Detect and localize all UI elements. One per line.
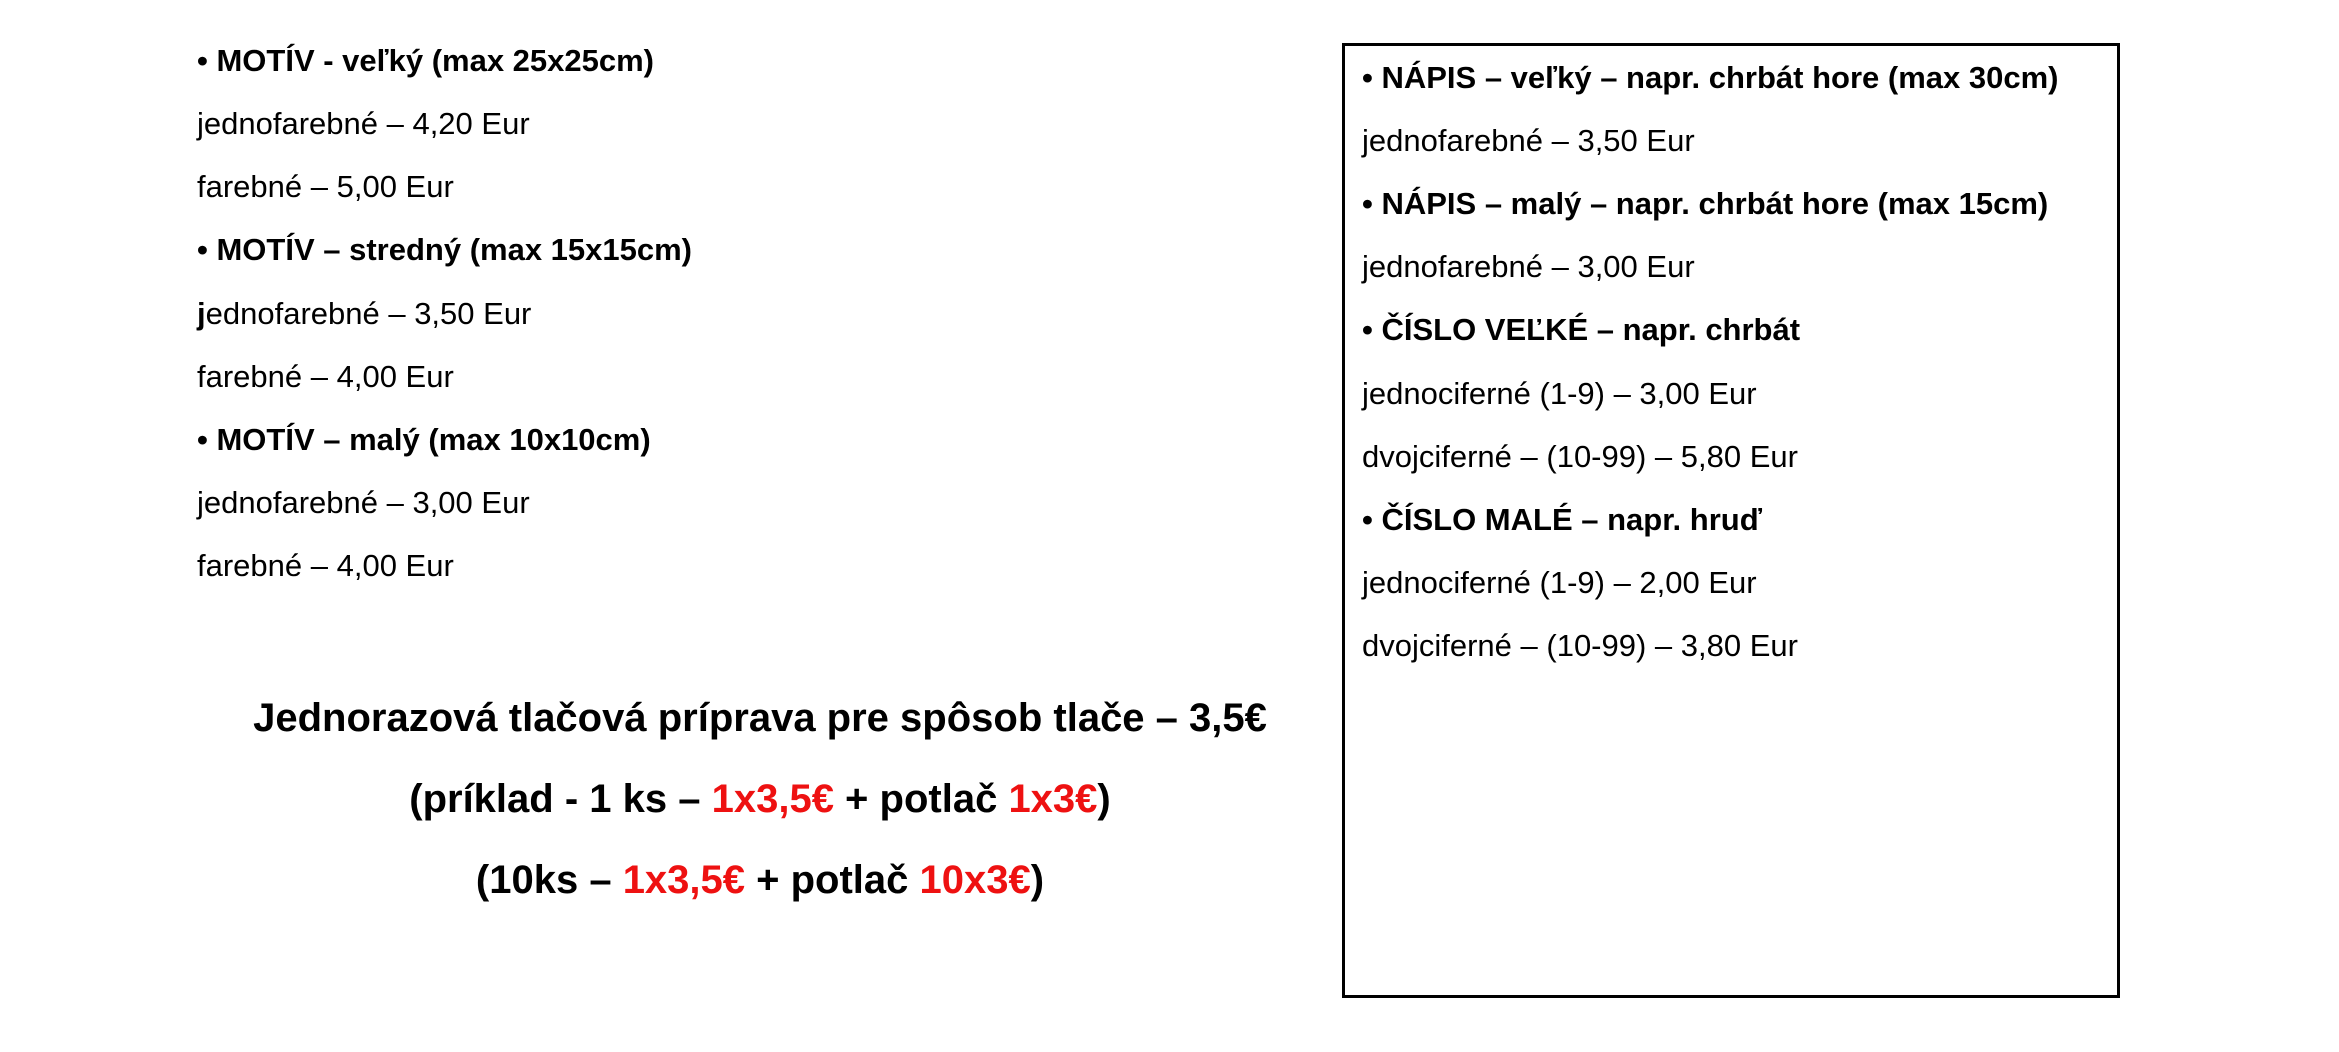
example-one-piece <box>160 773 1360 825</box>
example-one-print-cost: 1x3€ <box>1008 777 1098 821</box>
setup-fee-heading: Jednorazová tlačová príprava pre spôsob tlače – 3,5€ <box>253 696 1267 740</box>
motiv-small-title: • MOTÍV – malý (max 10x10cm) <box>197 422 651 457</box>
motiv-medium-single-color-price <box>197 294 531 334</box>
example-one-prefix: (príklad - 1 ks – <box>409 777 712 821</box>
napis-small-title: • NÁPIS – malý – napr. chrbát hore (max 15cm) <box>1362 186 2049 221</box>
cislo-large-two-digit-price: dvojciferné – (10-99) – 5,80 Eur <box>1362 439 1798 474</box>
motiv-large-title: • MOTÍV - veľký (max 25x25cm) <box>197 43 655 78</box>
example-ten-middle: + potlač <box>745 858 920 902</box>
napis-small-single-color-price: jednofarebné – 3,00 Eur <box>1362 249 1695 284</box>
example-ten-suffix: ) <box>1030 858 1045 902</box>
napis-large-single-color-price: jednofarebné – 3,50 Eur <box>1362 123 1695 158</box>
example-ten-pieces <box>160 854 1360 906</box>
cislo-large-one-digit-price: jednociferné (1-9) – 3,00 Eur <box>1362 376 1757 411</box>
motiv-large-single-color-price: jednofarebné – 4,20 Eur <box>197 106 530 141</box>
example-one-setup-cost: 1x3,5€ <box>711 777 834 821</box>
motiv-small-multi-color-price: farebné – 4,00 Eur <box>197 548 454 583</box>
cislo-small-one-digit-price: jednociferné (1-9) – 2,00 Eur <box>1362 565 1757 600</box>
cislo-small-title: • ČÍSLO MALÉ – napr. hruď <box>1362 502 1763 537</box>
example-ten-prefix: (10ks – <box>475 858 623 902</box>
motiv-medium-title: • MOTÍV – stredný (max 15x15cm) <box>197 232 693 267</box>
motiv-medium-single-first-letter: j <box>197 296 206 331</box>
cislo-large-title: • ČÍSLO VEĽKÉ – napr. chrbát <box>1362 312 1801 347</box>
example-ten-setup-cost: 1x3,5€ <box>622 858 746 902</box>
right-price-box <box>1342 43 2120 998</box>
cislo-small-two-digit-price: dvojciferné – (10-99) – 3,80 Eur <box>1362 628 1798 663</box>
motiv-small-single-color-price: jednofarebné – 3,00 Eur <box>197 485 530 520</box>
example-one-middle: + potlač <box>833 777 1009 821</box>
motiv-medium-single-rest: ednofarebné – 3,50 Eur <box>205 296 532 331</box>
example-ten-print-cost: 10x3€ <box>919 858 1031 902</box>
example-one-suffix: ) <box>1097 777 1111 821</box>
motiv-medium-multi-color-price: farebné – 4,00 Eur <box>197 359 454 394</box>
motiv-large-multi-color-price: farebné – 5,00 Eur <box>197 169 454 204</box>
napis-large-title: • NÁPIS – veľký – napr. chrbát hore (max 30cm) <box>1362 60 2059 95</box>
